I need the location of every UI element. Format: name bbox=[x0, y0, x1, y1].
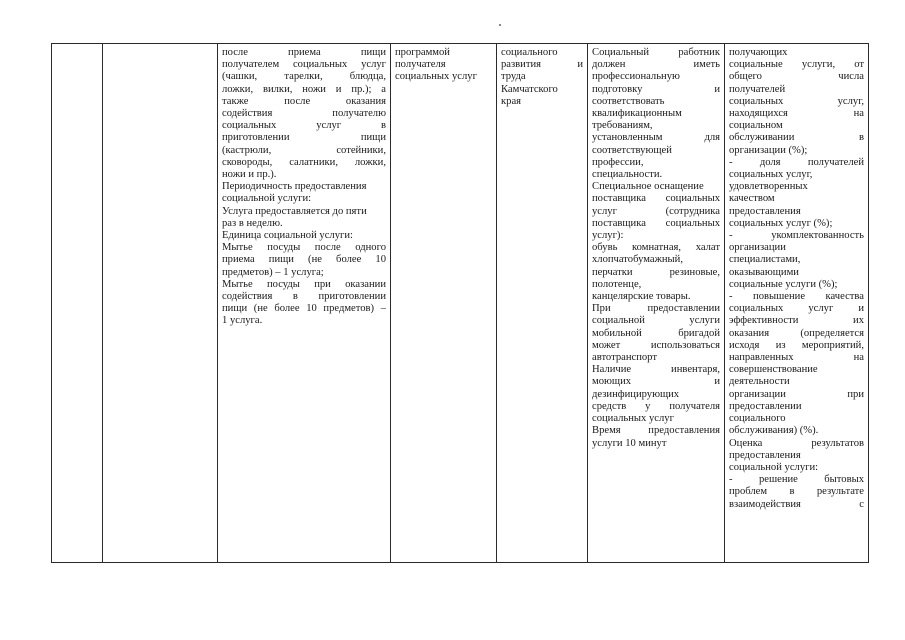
cell-text-line: труда bbox=[501, 71, 526, 83]
cell-text-line: социальных услуг (%); bbox=[729, 217, 833, 229]
cell-text-line: программой bbox=[395, 47, 450, 58]
cell-text-line: (кастрюли, сотейники, bbox=[222, 144, 386, 156]
cell-text-line: специальности. bbox=[592, 169, 663, 181]
cell-text-line: услуг): bbox=[592, 230, 624, 242]
cell-text-line: социальном bbox=[729, 120, 783, 132]
cell-text-line: социальных услуг, bbox=[729, 169, 813, 181]
cell-text-line: предметов) – 1 услуга; bbox=[222, 266, 324, 278]
table-column-2 bbox=[103, 44, 218, 562]
cell-text-line: Услуга предоставляется до пяти bbox=[222, 205, 367, 217]
cell-text-line: Наличие инвентаря, bbox=[592, 364, 720, 376]
cell-text-line: полотенце, bbox=[592, 278, 642, 290]
cell-text-line: обслуживания) (%). bbox=[729, 425, 819, 437]
cell-text-line: дезинфицирующих bbox=[592, 388, 680, 400]
cell-text-line: 1 услуга. bbox=[222, 315, 263, 327]
cell-text-line: организации bbox=[729, 242, 786, 254]
cell-text-line: квалификационным bbox=[592, 108, 682, 120]
cell-text-line: содействия в приготовлении bbox=[222, 291, 386, 303]
cell-text-line: предоставлении bbox=[729, 400, 802, 412]
cell-text-line: услуги 10 минут bbox=[592, 437, 667, 449]
cell-text-line: качеством bbox=[729, 193, 775, 205]
cell-text-line: социальной услуги bbox=[592, 315, 720, 327]
cell-text-line: соответствовать bbox=[592, 95, 665, 107]
cell-text-line: организации при bbox=[729, 388, 864, 400]
cell-text-line: социального bbox=[729, 413, 786, 425]
cell-text-line: пищи (не более 10 предметов) – bbox=[222, 303, 386, 315]
cell-text-line: социальных услуг в bbox=[222, 120, 386, 132]
cell-text-line: удовлетворенных bbox=[729, 181, 808, 193]
cell-text-line: - повышение качества bbox=[729, 291, 864, 303]
services-table bbox=[51, 43, 869, 563]
cell-text-line: получателей bbox=[729, 83, 786, 95]
cell-text-line: автотранспорт bbox=[592, 352, 657, 364]
cell-text-line: моющих и bbox=[592, 376, 720, 388]
cell-text-line: Время предоставления bbox=[592, 425, 720, 437]
cell-text-line: социальных услуг и bbox=[729, 303, 864, 315]
cell-text-line: раз в неделю. bbox=[222, 217, 283, 229]
cell-text-line: канцелярские товары. bbox=[592, 291, 691, 303]
cell-text-line: социальной услуги: bbox=[729, 461, 819, 473]
cell-text-line: общего числа bbox=[729, 71, 864, 83]
cell-text-line: поставщика социальных bbox=[592, 193, 720, 205]
cell-text-line: услуг (сотрудника bbox=[592, 205, 720, 217]
cell-text-line: получателем социальных услуг bbox=[222, 59, 386, 71]
cell-text-line: получающих bbox=[729, 47, 788, 58]
cell-text-line: организации (%); bbox=[729, 144, 808, 156]
cell-text-line: соответствующей bbox=[592, 144, 672, 156]
cell-text-line: предоставления bbox=[729, 449, 801, 461]
cell-text-line: хлопчатобумажный, bbox=[592, 254, 683, 266]
cell-text-line: ложки, вилки, ножи и пр.); а bbox=[222, 83, 386, 95]
cell-text-line: социальных услуг bbox=[395, 71, 477, 83]
cell-text-line: Мытье посуды при оказании bbox=[222, 278, 386, 290]
table-column-conditions bbox=[588, 44, 725, 562]
table-column-service-description bbox=[218, 44, 391, 562]
cell-text-line: профессии, bbox=[592, 156, 644, 168]
cell-text-line: находящихся на bbox=[729, 108, 864, 120]
cell-text-line: социального bbox=[501, 47, 558, 58]
cell-text-line: ножи и пр.). bbox=[222, 169, 277, 181]
cell-text-line: требованиям, bbox=[592, 120, 653, 132]
cell-text-line: приема пищи (не более 10 bbox=[222, 254, 386, 266]
cell-text-line: направленных на bbox=[729, 352, 864, 364]
cell-text-line: получателя bbox=[395, 59, 446, 71]
cell-text-line: исходя из мероприятий, bbox=[729, 339, 864, 351]
cell-text-line: оказания (определяется bbox=[729, 327, 864, 339]
cell-text-line: социальных услуг, bbox=[729, 95, 864, 107]
cell-text-line: совершенствование bbox=[729, 364, 818, 376]
cell-text-line: - решение бытовых bbox=[729, 474, 864, 486]
cell-text-line: деятельности bbox=[729, 376, 790, 388]
cell-text-line: проблем в результате bbox=[729, 486, 864, 498]
cell-text-line: развития и bbox=[501, 59, 583, 71]
cell-text-line: Камчатского bbox=[501, 83, 558, 95]
cell-text-line: При предоставлении bbox=[592, 303, 720, 315]
cell-text-line: социальной услуги: bbox=[222, 193, 312, 205]
cell-text-line: Мытье посуды после одного bbox=[222, 242, 386, 254]
table-column-ministry bbox=[497, 44, 588, 562]
cell-text-line: социальные услуги, от bbox=[729, 59, 864, 71]
cell-text-line: обувь комнатная, халат bbox=[592, 242, 720, 254]
cell-text-line: предоставления bbox=[729, 205, 801, 217]
cell-text-line: средств у получателя bbox=[592, 400, 720, 412]
cell-text-line: специалистами, bbox=[729, 254, 801, 266]
cell-text-line: профессиональную bbox=[592, 71, 680, 83]
cell-text-line: социальные услуги (%); bbox=[729, 278, 838, 290]
cell-text-line: также после оказания bbox=[222, 95, 386, 107]
cell-text-line: эффективности их bbox=[729, 315, 864, 327]
cell-text-line: Периодичность предоставления bbox=[222, 181, 367, 193]
cell-text-line: взаимодействия с bbox=[729, 498, 864, 510]
cell-text-line: оказывающими bbox=[729, 266, 799, 278]
table-column-1 bbox=[51, 44, 103, 562]
cell-text-line: Социальный работник bbox=[592, 47, 720, 58]
cell-text-line: обслуживании в bbox=[729, 132, 864, 144]
cell-text-line: Специальное оснащение bbox=[592, 181, 704, 193]
cell-text-line: установленным для bbox=[592, 132, 720, 144]
cell-text-line: (чашки, тарелки, блюдца, bbox=[222, 71, 386, 83]
cell-text-line: сковороды, салатники, ложки, bbox=[222, 156, 386, 168]
cell-text-line: мобильной бригадой bbox=[592, 327, 720, 339]
scan-speck bbox=[499, 24, 501, 26]
table-column-indicators bbox=[725, 44, 869, 562]
cell-text-line: перчатки резиновые, bbox=[592, 266, 720, 278]
cell-text-line: приготовлении пищи bbox=[222, 132, 386, 144]
cell-text-line: края bbox=[501, 95, 522, 107]
cell-text-line: социальных услуг bbox=[592, 413, 674, 425]
cell-text-line: должен иметь bbox=[592, 59, 720, 71]
cell-text-line: поставщика социальных bbox=[592, 217, 720, 229]
cell-text-line: может использоваться bbox=[592, 339, 720, 351]
cell-text-line: - укомплектованность bbox=[729, 230, 864, 242]
cell-text-line: Оценка результатов bbox=[729, 437, 864, 449]
cell-text-line: содействия получателю bbox=[222, 108, 386, 120]
cell-text-line: - доля получателей bbox=[729, 156, 864, 168]
table-column-program bbox=[391, 44, 497, 562]
cell-text-line: после приема пищи bbox=[222, 47, 386, 58]
cell-text-line: Единица социальной услуги: bbox=[222, 230, 353, 242]
cell-text-line: подготовку и bbox=[592, 83, 720, 95]
